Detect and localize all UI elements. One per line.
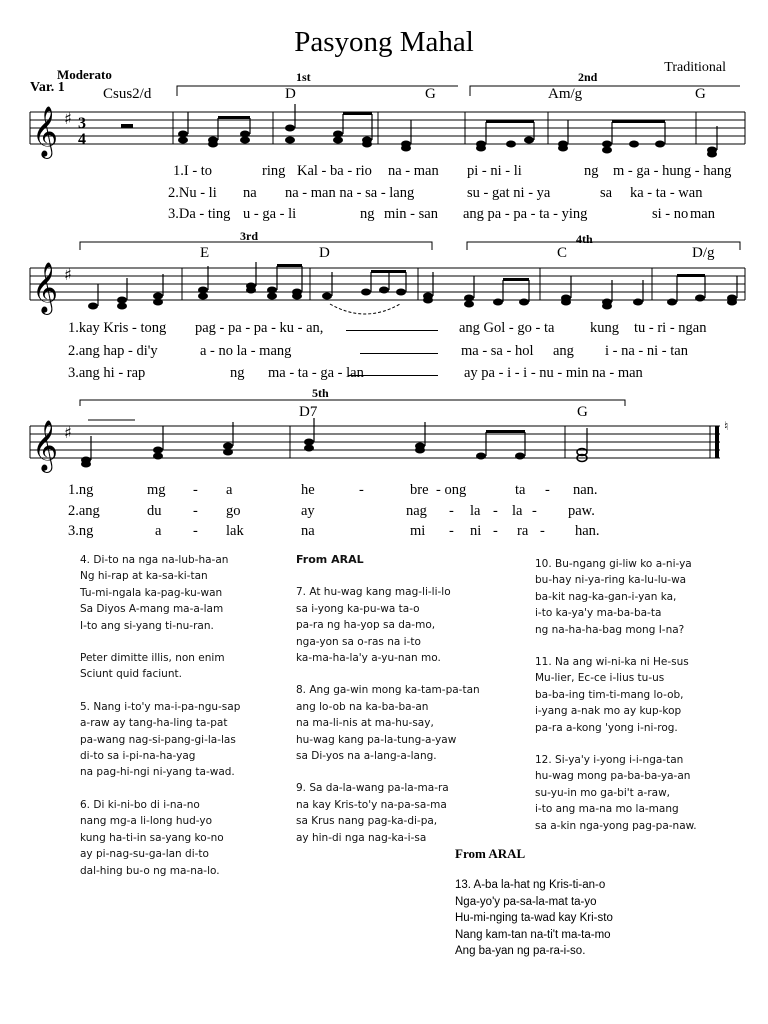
melisma-line-2 <box>360 353 438 354</box>
lyric-s3-v3-7: - <box>449 523 454 539</box>
chord-e: E <box>200 245 210 261</box>
half-rest <box>121 124 133 128</box>
chord-g3: G <box>577 404 588 420</box>
verse-9: 9. Sa da-la-wang pa-la-ma-ra na kay Kris-to'y na-pa-sa-ma sa Krus nang pag-ka-di-pa, ay hin-di nga nag-ka-i-sa <box>296 782 449 844</box>
lyric-s1-v1-d: na - man <box>388 163 439 179</box>
verse-8: 8. Ang ga-win mong ka-tam-pa-tan ang lo-ob na ka-ba-ba-an na ma-li-nis at ma-hu-say, hu-wag kang pa-la-tung-a-yaw sa Di-yos na a-lang-a-lang. <box>296 684 480 763</box>
key-sharp-2: ♯ <box>64 265 72 284</box>
lyric-s2-v1-d: kung <box>590 320 619 336</box>
latin-quote: Peter dimitte illis, non enim Sciunt quid faciunt. <box>80 652 225 681</box>
treble-clef-2: 𝄞 <box>32 262 59 313</box>
lyric-s2-v3-a: 3.ang hi - rap <box>68 365 146 381</box>
lyric-s1-v3-f: si - no <box>652 206 689 222</box>
lyric-s1-v3-g: man <box>690 206 715 222</box>
key-sharp-3: ♯ <box>64 423 72 442</box>
lyric-s1-v1-a: 1.I - to <box>173 163 213 179</box>
verse-7: 7. At hu-wag kang mag-li-li-lo sa i-yong ka-pu-wa ta-o pa-ra ng ha-yop sa da-mo, nga-yon sa o-ras na i-to ka-ma-ha-la'y a-yu-nan mo. <box>296 586 451 665</box>
lyric-s3-v1-5: he <box>301 482 315 498</box>
melisma-line-1 <box>346 330 438 331</box>
staff-system-1 <box>0 80 768 200</box>
lyric-s3-v1-3: - <box>193 482 198 498</box>
lyric-s3-v3-8: ni <box>470 523 482 539</box>
lyric-s3-v1-7: bre <box>410 482 429 498</box>
lyric-s1-v1-c: Kal - ba - rio <box>297 163 372 179</box>
lyric-s3-v1-8: - ong <box>436 482 467 498</box>
lyric-s1-v1-b: ring <box>262 163 286 179</box>
verse-12: 12. Si-ya'y i-yong i-i-nga-tan hu-wag mong pa-ba-ba-ya-an su-yu-in mo ga-bi't a-raw, i-to ang ma-na mo la-mang sa a-kin nga-yong pag-pa-naw. <box>535 754 697 832</box>
lyric-s1-v3-d: min - san <box>384 206 438 222</box>
lyric-s1-v1-g: m - ga - hung - hang <box>613 163 732 179</box>
lyric-s2-v2-d: ang <box>553 343 574 359</box>
chord-d: D <box>285 86 296 102</box>
lyric-s1-v3-a: 3.Da - ting <box>168 206 231 222</box>
lyric-s2-v3-d: ay pa - i - i - nu - min na - man <box>464 365 643 381</box>
ending-1st: 1st <box>296 70 311 84</box>
lyric-s3-v2-5: ay <box>301 503 315 519</box>
from-aral-label-1: From ARAL <box>296 553 364 566</box>
lyric-s2-v2-e: i - na - ni - tan <box>605 343 688 359</box>
lyric-s3-v2-8: la <box>470 503 481 519</box>
verse-5: 5. Nang i-to'y ma-i-pa-ngu-sap a-raw ay tang-ha-ling ta-pat pa-wang nag-si-pang-gi-la-las di-to sa i-pi-na-ha-yag na pag-hi-ngi ni-yang ta-wad. <box>80 700 241 779</box>
ending-2nd: 2nd <box>578 70 598 84</box>
lyric-s3-v1-11: nan. <box>573 482 598 498</box>
lyric-s3-v3-6: mi <box>410 523 426 539</box>
lyric-s3-v2-11: - <box>532 503 537 519</box>
chord-g: G <box>425 86 436 102</box>
variation-label: Var. 1 <box>30 80 65 95</box>
ending-4th: 4th <box>576 232 593 246</box>
lyric-s1-v2-c: na - man na - sa - lang <box>285 185 415 201</box>
lyric-s1-v2-a: 2.Nu - li <box>168 185 217 201</box>
time-top: 3 <box>78 115 86 132</box>
song-title: Pasyong Mahal <box>294 26 474 58</box>
tempo-marking: Moderato <box>57 67 112 82</box>
chord-csus2d: Csus2/d <box>103 86 152 102</box>
melisma-line-3 <box>348 375 438 376</box>
lyric-s3-v3-10: ra <box>517 523 529 539</box>
treble-clef: 𝄞 <box>32 106 59 157</box>
ending-bracket-3rd <box>80 242 432 250</box>
verse-10: 10. Bu-ngang gi-liw ko a-ni-ya bu-hay ni-ya-ring ka-lu-lu-wa ba-kit nag-ka-gan-i-yan ka, i-to ka-ya'y ma-ba-ba-ta ng na-ha-ha-bag mong I-na? <box>535 558 692 636</box>
lyric-s1-v3-e: ang pa - pa - ta - ying <box>463 206 588 222</box>
lyric-s3-v1-4: a <box>226 482 233 498</box>
lyric-s3-v3-9: - <box>493 523 498 539</box>
lyric-s1-v2-e: su - gat ni - ya <box>467 185 551 201</box>
lyric-s1-v1-f: ng <box>584 163 599 179</box>
lyric-s3-v3-11: - <box>540 523 545 539</box>
verse-column-2 <box>296 552 516 862</box>
lyric-s3-v1-10: - <box>545 482 550 498</box>
lyric-s3-v1-2: mg <box>147 482 166 498</box>
lyric-s1-v3-c: ng <box>360 206 375 222</box>
ending-3rd: 3rd <box>240 229 258 243</box>
lyric-s3-v1-9: ta <box>515 482 526 498</box>
lyric-s2-v1-e: tu - ri - ngan <box>634 320 707 336</box>
lyric-s3-v3-4: lak <box>226 523 244 539</box>
ending-bracket-2nd <box>470 86 740 96</box>
lyric-s2-v1-c: ang Gol - go - ta <box>459 320 555 336</box>
chord-d7: D7 <box>299 404 318 420</box>
chord-d-g: D/g <box>692 245 715 261</box>
staff-system-3 <box>0 394 768 484</box>
lyric-s2-v3-c: ma - ta - ga - lan <box>268 365 364 381</box>
verse-13: 13. A-ba la-hat ng Kris-ti-an-o Nga-yo'y pa-sa-la-mat ta-yo Hu-mi-nging ta-wad kay Kri-sto Nang kam-tan na-ti't ma-ta-mo Ang ba-yan ng pa-ra-i-so. <box>455 879 613 958</box>
chord-c: C <box>557 245 568 261</box>
treble-clef-3: 𝄞 <box>32 420 59 471</box>
lyric-s1-v2-g: ka - ta - wan <box>630 185 703 201</box>
lyric-s1-v2-f: sa <box>600 185 613 201</box>
lyric-s3-v3-12: han. <box>575 523 600 539</box>
lyric-s3-v2-2: du <box>147 503 162 519</box>
chord-am-g: Am/g <box>548 86 583 102</box>
time-bottom: 4 <box>78 131 86 148</box>
lyric-s3-v1-6: - <box>359 482 364 498</box>
lyric-s3-v2-12: paw. <box>568 503 595 519</box>
from-aral-label-2: From ARAL <box>455 846 526 861</box>
lyric-s3-v3-1: 3.ng <box>68 523 94 539</box>
tie <box>330 304 400 314</box>
lyric-s3-v2-10: la <box>512 503 523 519</box>
lyric-s2-v1-b: pag - pa - pa - ku - an, <box>195 320 324 336</box>
natural-sign: ♮ <box>724 419 729 433</box>
ending-5th: 5th <box>312 386 329 400</box>
lyric-s2-v2-c: ma - sa - hol <box>461 343 534 359</box>
lyric-s1-v2-b: na <box>243 185 257 201</box>
ending-bracket-4th <box>467 242 740 250</box>
ending-bracket-1st <box>177 86 458 96</box>
lyric-s2-v3-b: ng <box>230 365 245 381</box>
lyric-s1-v1-e: pi - ni - li <box>467 163 522 179</box>
lyric-s2-v1-a: 1.kay Kris - tong <box>68 320 167 336</box>
ending-bracket-5th <box>80 400 625 406</box>
lyric-s3-v2-6: nag <box>406 503 427 519</box>
lyric-s3-v2-9: - <box>493 503 498 519</box>
lyric-s3-v2-4: go <box>226 503 241 519</box>
verse-6: 6. Di ki-ni-bo di i-na-no nang mg-a li-long hud-yo kung ha-ti-in sa-yang ko-no ay pi-nag-su-ga-lan di-to dal-hing bu-o ng ma-na-lo. <box>80 798 224 877</box>
verse-column-3 <box>535 556 755 850</box>
lyric-s3-v3-3: - <box>193 523 198 539</box>
lyric-s3-v2-3: - <box>193 503 198 519</box>
lyric-s3-v3-2: a <box>155 523 162 539</box>
verse-column-1 <box>80 552 290 895</box>
lyric-s3-v2-7: - <box>449 503 454 519</box>
lyric-s3-v1-1: 1.ng <box>68 482 94 498</box>
lyric-s1-v3-b: u - ga - li <box>243 206 297 222</box>
chord-d2: D <box>319 245 330 261</box>
verse-11: 11. Na ang wi-ni-ka ni He-sus Mu-lier, Ec-ce i-lius tu-us ba-ba-ing tim-ti-mang lo-ob, i-yang a-nak mo ay kup-kop pa-ra a-kong 'yong i-ni-rog. <box>535 656 689 734</box>
verse-4: 4. Di-to na nga na-lub-ha-an Ng hi-rap at ka-sa-ki-tan Tu-mi-ngala ka-pag-ku-wan Sa Diyos A-mang ma-a-lam I-to ang si-yang ti-nu-ran. <box>80 554 229 632</box>
lyric-s3-v3-5: na <box>301 523 315 539</box>
lyric-s2-v2-b: a - no la - mang <box>200 343 292 359</box>
final-barline <box>715 426 719 458</box>
lyric-s3-v2-1: 2.ang <box>68 503 100 519</box>
key-sharp: ♯ <box>64 109 72 128</box>
composer: Traditional <box>664 60 726 75</box>
lyric-s2-v2-a: 2.ang hap - di'y <box>68 343 158 359</box>
chord-g2: G <box>695 86 706 102</box>
